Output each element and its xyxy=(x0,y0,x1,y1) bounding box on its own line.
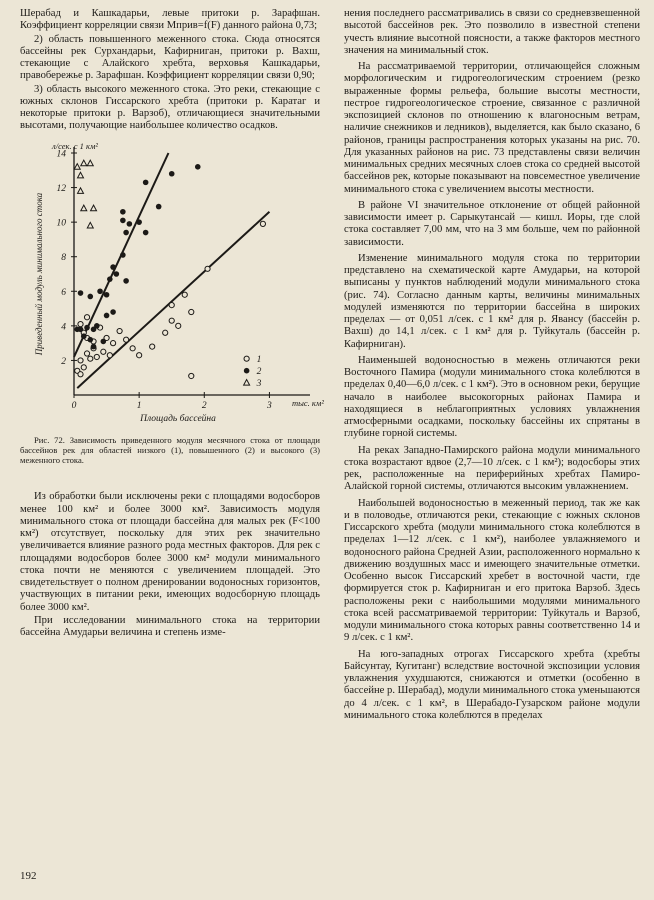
paragraph: Наибольшей водоносностью в меженный период, так же как и в половодье, отличаются реки, стекающие с южных склонов Гиссарского хребта (модули минимального стока колеблются в пределах 1—12 л/сек. с 1 км²), наиболее увлажняемого и водоносного района Средней Азии, расположенного нормально к движению воздушных масс и имеющего значительные отметки. Особенно высок Гиссарский хребет в восточной части, где формируется сток р. Кафирниган и его притока Варзоб. Здесь расположены реки с наибольшими модулями минимального стока всей рассматриваемой территории: Туйкуталь и Варзоб, модули минимального стока которых равны соответственно 14 и 9 л/сек. с 1 км². xyxy=(344,497,640,644)
right-column xyxy=(344,8,640,722)
data-point-series-2 xyxy=(104,291,110,297)
data-point-series-2 xyxy=(78,326,84,332)
paragraph: На реках Западно-Памирского района модули минимального стока возрастают вдвое (2,7—10 л/сек. с 1 км²); водосборы этих рек, расположенные на периферийных хребтах Памиро-Алайской горной системы, отличаются высоким увлажнением. xyxy=(344,444,640,493)
data-point-series-2 xyxy=(120,252,126,258)
data-point-series-1 xyxy=(107,352,112,357)
page-number: 192 xyxy=(20,870,37,882)
paragraph: нения последнего рассматривались в связи со средневзвешенной высотой бассейнов рек. Это позволило в известной степени учесть влияние высотной поясности, а также факторов местного значения на минимальный сток. xyxy=(344,8,640,56)
data-point-series-2 xyxy=(104,312,110,318)
data-point-series-2 xyxy=(110,309,116,315)
data-point-series-2 xyxy=(195,164,201,170)
data-point-series-2 xyxy=(136,219,142,225)
data-point-series-2 xyxy=(87,336,93,342)
scatter-chart xyxy=(20,139,324,431)
x-tick-label: 2 xyxy=(201,400,207,411)
x-tick-label: 1 xyxy=(136,400,142,411)
data-point-series-2 xyxy=(101,338,107,344)
data-point-series-2 xyxy=(84,324,90,330)
data-point-series-3 xyxy=(87,222,93,228)
data-point-series-2 xyxy=(143,229,149,235)
paragraph: Шерабад и Кашкадарьи, левые притоки р. Зарафшан. Коэффициент корреляции связи Mприв=f(F) данного района 0,73; xyxy=(20,8,320,32)
paragraph: На юго-западных отрогах Гиссарского хребта (хребты Байсунтау, Кугитанг) вследствие восточной экспозиции условия увлажнения ухудшаются, снижаются и отметки (особенно в бассейне р. Шерабад), модули минимального стока уменьшаются до 4 л/сек. с 1 км², в Шерабадо-Гузарском районе модули минимального стока колеблются в пределах xyxy=(344,648,640,721)
data-point-series-1 xyxy=(81,364,86,369)
data-point-series-2 xyxy=(120,217,126,223)
data-point-series-1 xyxy=(124,337,129,342)
legend-marker xyxy=(244,367,250,373)
data-point-series-2 xyxy=(94,323,100,329)
y-tick-label: 10 xyxy=(56,218,66,229)
legend-label: 2 xyxy=(256,366,262,377)
data-point-series-2 xyxy=(123,229,129,235)
data-point-series-2 xyxy=(78,290,84,296)
data-point-series-1 xyxy=(169,318,174,323)
data-point-series-2 xyxy=(91,343,97,349)
data-point-series-3 xyxy=(81,160,87,166)
paragraph: На рассматриваемой территории, отличающейся сложным морфологическим и гидрогеологическим строением (резко выраженные формы рельефа, большие высоты местности, пестрое гидрогеологическое строение, связанное с различной экспозицией склонов по отношению к влагоносным ветрам, наличие снежников и ледников), выделяется, как было сказано, 6 районов, границы распространения которых указаны на рис. 70. Для указанных районов на рис. 73 представлены связи величин минимальных средних месячных слоев стока со средней высотой бассейнов рек, которые показывают на повсеместное увеличение минимального стока с увеличением высоты местности. xyxy=(344,61,640,195)
data-point-series-1 xyxy=(182,292,187,297)
y-unit-label: л/сек. с 1 км² xyxy=(52,140,98,151)
data-point-series-1 xyxy=(110,340,115,345)
data-point-series-1 xyxy=(163,330,168,335)
data-point-series-3 xyxy=(78,187,84,193)
data-point-series-3 xyxy=(81,205,87,211)
data-point-series-2 xyxy=(81,333,87,339)
y-tick-label: 12 xyxy=(56,183,66,194)
legend-label: 3 xyxy=(256,378,262,389)
data-point-series-3 xyxy=(78,172,84,178)
data-point-series-2 xyxy=(120,208,126,214)
figure-72 xyxy=(20,139,324,431)
y-axis-title: Приведенный модуль минимального стока xyxy=(34,192,44,355)
paragraph: При исследовании минимального стока на территории бассейна Амударьи величина и степень изме- xyxy=(20,614,320,639)
fit-line-series-1 xyxy=(77,211,269,387)
y-tick-label: 2 xyxy=(61,356,66,367)
paragraph: Изменение минимального модуля стока по территории представлено на схематической карте Амударьи, на которой выписаны у пунктов наблюдений модули минимального стока (рис. 74). Согласно данным карты, величины минимальных модулей изменяются по территории бассейна в широких пределах — от 0,051 л/сек. с 1 км² для р. Явансу (бассейн р. Вахш) до 14,1 л/сек. с 1 км² для р. Туйкуталь (бассейн р. Кафирниган). xyxy=(344,252,640,350)
data-point-series-1 xyxy=(78,371,83,376)
y-tick-label: 6 xyxy=(61,287,66,298)
data-point-series-1 xyxy=(117,328,122,333)
data-point-series-1 xyxy=(78,357,83,362)
data-point-series-1 xyxy=(189,373,194,378)
data-point-series-2 xyxy=(156,203,162,209)
data-point-series-2 xyxy=(110,264,116,270)
paragraph: В районе VI значительное отклонение от общей районной зависимости имеет р. Сарыкутансай — кишл. Иоры, где слой стока составляет 7,00 мм, что на 3 мм больше, чем по районной зависимости. xyxy=(344,199,640,248)
y-tick-label: 14 xyxy=(56,149,66,159)
data-point-series-2 xyxy=(114,271,120,277)
data-point-series-1 xyxy=(101,349,106,354)
paragraph: Из обработки были исключены реки с площадями водосборов менее 100 км² и более 3000 км². Зависимость модуля минимального стока от площади бассейна для малых рек (F<100 км²) отсутствует, поскольку для этих рек значительно увеличивается влияние разного рода местных факторов. Для рек с площадями водосборов более 3000 км² модули минимального стока почти не меняются с увеличением площадей. Это свидетельствует о полном дренировании водоносных горизонтов, участвующих в питании реки, имеющих водосборную площадь более 3000 км². xyxy=(20,491,320,613)
data-point-series-3 xyxy=(91,205,97,211)
x-tick-label: 0 xyxy=(71,400,77,411)
data-point-series-2 xyxy=(87,293,93,299)
data-point-series-1 xyxy=(84,350,89,355)
paragraph: 2) область повышенного меженного стока. Сюда относятся бассейны рек Сурхандарьи, Кафирниган, притоки р. Вахш, стекающие с Алайского хребта, верховья Кашкадарьи, правобережье р. Зарафшан. Коэффициент корреляции связи 0,90; xyxy=(20,33,320,82)
x-unit-label: тыс. км² xyxy=(292,397,324,408)
data-point-series-2 xyxy=(127,221,133,227)
legend-marker xyxy=(244,356,249,361)
data-point-series-1 xyxy=(205,266,210,271)
data-point-series-2 xyxy=(107,276,113,282)
data-point-series-3 xyxy=(87,160,93,166)
data-point-series-1 xyxy=(260,221,265,226)
data-point-series-2 xyxy=(143,179,149,185)
data-point-series-1 xyxy=(189,309,194,314)
y-tick-label: 8 xyxy=(61,252,66,263)
x-axis-title: Площадь бассейна xyxy=(140,413,216,424)
data-point-series-1 xyxy=(176,323,181,328)
paragraph: 3) область высокого меженного стока. Это реки, стекающие с южных склонов Гиссарского хребта (притоки р. Каратаг и некоторые притоки р. Варзоб), отличающиеся значительными высотами, получающие наибольшее количество осадков. xyxy=(20,83,320,132)
data-point-series-1 xyxy=(94,354,99,359)
data-point-series-2 xyxy=(169,170,175,176)
data-point-series-1 xyxy=(78,321,83,326)
x-tick-label: 3 xyxy=(267,400,272,411)
left-column xyxy=(20,8,324,639)
data-point-series-1 xyxy=(169,302,174,307)
legend-marker xyxy=(244,379,250,385)
figure-caption: Рис. 72. Зависимость приведенного модуля месячного стока от площади бассейнов рек для областей низкого (1), повышенного (2) и высокого (3) меженного стока. xyxy=(20,434,320,466)
data-point-series-1 xyxy=(84,314,89,319)
data-point-series-2 xyxy=(97,288,103,294)
data-point-series-1 xyxy=(130,345,135,350)
paragraph: Наименьшей водоносностью в межень отличаются реки Восточного Памира (модули минимального стока колеблются в пределах 0,40—6,0 л/сек. с 1 км²). Это в основном реки, берущие начало в наиболее высокогорных районах Памира и находящиеся в неблагоприятных условиях увлажнения атмосферными осадками, поскольку бассейны их спрятаны в глубине горной системы. xyxy=(344,354,640,440)
data-point-series-1 xyxy=(88,356,93,361)
data-point-series-2 xyxy=(123,278,129,284)
data-point-series-1 xyxy=(150,344,155,349)
legend-label: 1 xyxy=(256,354,262,365)
data-point-series-3 xyxy=(74,163,80,169)
y-tick-label: 4 xyxy=(61,321,66,332)
data-point-series-1 xyxy=(137,352,142,357)
